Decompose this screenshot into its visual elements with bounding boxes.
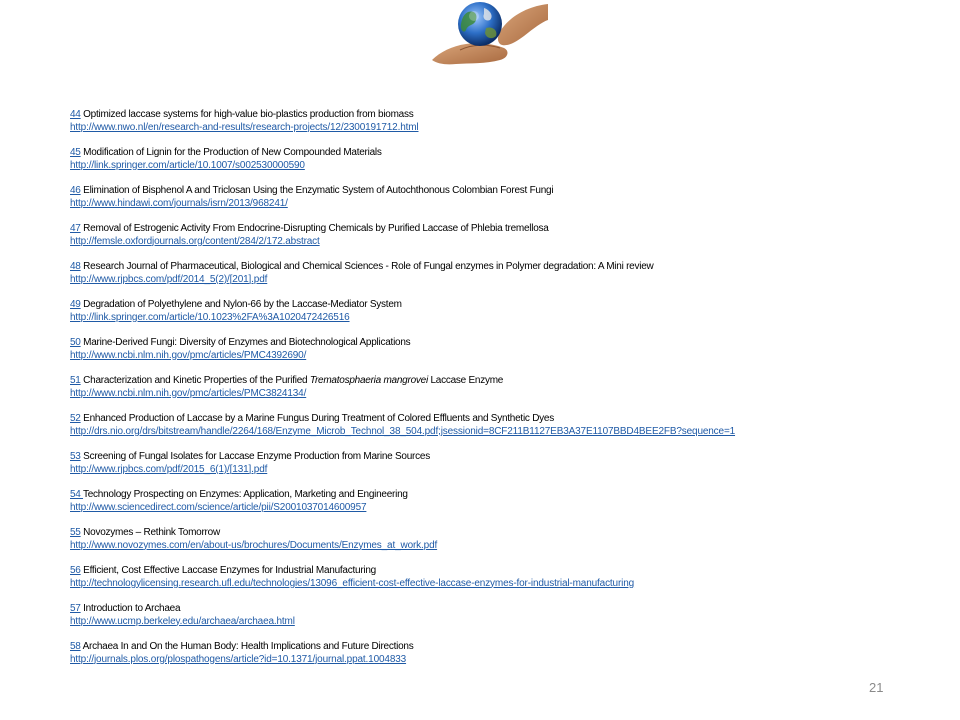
reference-number-link[interactable]: 58 bbox=[70, 641, 81, 652]
reference-item bbox=[70, 527, 930, 552]
reference-title: Degradation of Polyethylene and Nylon-66 by the Laccase-Mediator System bbox=[83, 299, 402, 310]
reference-item bbox=[70, 223, 930, 248]
reference-list bbox=[70, 109, 930, 679]
reference-heading bbox=[70, 109, 930, 122]
reference-title: Characterization and Kinetic Properties of the Purified bbox=[83, 375, 310, 386]
reference-title: Elimination of Bisphenol A and Triclosan Using the Enzymatic System of Autochthonous Colombian Forest Fungi bbox=[83, 185, 554, 196]
reference-heading bbox=[70, 603, 930, 616]
reference-title-species: Trematosphaeria mangrovei bbox=[309, 375, 428, 386]
reference-url-link[interactable]: http://www.nwo.nl/en/research-and-results/research-projects/12/2300191712.html bbox=[70, 121, 419, 133]
reference-url-link[interactable]: http://www.hindawi.com/journals/isrn/2013/968241/ bbox=[70, 197, 288, 209]
reference-title: Optimized laccase systems for high-value bio-plastics production from biomass bbox=[83, 109, 414, 120]
reference-number-link[interactable]: 45 bbox=[70, 147, 81, 158]
reference-url-link[interactable]: http://journals.plos.org/plospathogens/article?id=10.1371/journal.ppat.1004833 bbox=[70, 653, 407, 665]
reference-number-link[interactable]: 55 bbox=[70, 527, 81, 538]
reference-item bbox=[70, 451, 930, 476]
hands-holding-globe-icon bbox=[430, 0, 548, 66]
reference-title-end: Laccase Enzyme bbox=[427, 375, 504, 386]
reference-heading bbox=[70, 565, 930, 578]
reference-heading bbox=[70, 147, 930, 160]
reference-url-link[interactable]: http://www.novozymes.com/en/about-us/brochures/Documents/Enzymes_at_work.pdf bbox=[70, 539, 438, 551]
reference-title: Technology Prospecting on Enzymes: Application, Marketing and Engineering bbox=[82, 489, 408, 500]
reference-heading bbox=[70, 641, 930, 654]
reference-number-link[interactable]: 57 bbox=[70, 603, 81, 614]
reference-url-link[interactable]: http://www.sciencedirect.com/science/article/pii/S2001037014600957 bbox=[70, 501, 367, 513]
reference-heading bbox=[70, 375, 930, 388]
reference-number-link[interactable]: 50 bbox=[70, 337, 81, 348]
reference-url-link[interactable]: http://www.rjpbcs.com/pdf/2014_5(2)/[201].pdf bbox=[70, 273, 268, 285]
reference-title: Enhanced Production of Laccase by a Marine Fungus During Treatment of Colored Effluents and Synthetic Dyes bbox=[83, 413, 554, 424]
reference-title: Introduction to Archaea bbox=[83, 603, 181, 614]
reference-item bbox=[70, 565, 930, 590]
reference-item bbox=[70, 109, 930, 134]
reference-heading bbox=[70, 185, 930, 198]
reference-number-link[interactable]: 49 bbox=[70, 299, 81, 310]
reference-number-link[interactable]: 46 bbox=[70, 185, 81, 196]
reference-url-link[interactable]: http://link.springer.com/article/10.1007/s002530000590 bbox=[70, 159, 305, 171]
reference-heading bbox=[70, 337, 930, 350]
reference-number-link[interactable]: 47 bbox=[70, 223, 81, 234]
reference-item bbox=[70, 299, 930, 324]
reference-heading bbox=[70, 451, 930, 464]
reference-url-link[interactable]: http://link.springer.com/article/10.1023%2FA%3A1020472426516 bbox=[70, 311, 350, 323]
reference-number-link[interactable]: 51 bbox=[70, 375, 81, 386]
reference-number-link[interactable]: 48 bbox=[70, 261, 81, 272]
reference-heading bbox=[70, 489, 930, 502]
reference-title: Screening of Fungal Isolates for Laccase Enzyme Production from Marine Sources bbox=[83, 451, 430, 462]
reference-heading bbox=[70, 299, 930, 312]
reference-number-link[interactable]: 44 bbox=[70, 109, 81, 120]
reference-item bbox=[70, 489, 930, 514]
reference-url-link[interactable]: http://www.rjpbcs.com/pdf/2015_6(1)/[131].pdf bbox=[70, 463, 268, 475]
reference-heading bbox=[70, 261, 930, 274]
reference-item bbox=[70, 337, 930, 362]
reference-title: Research Journal of Pharmaceutical, Biological and Chemical Sciences - Role of Fungal enzymes in Polymer degradation: A Mini review bbox=[83, 261, 654, 272]
reference-number-link[interactable]: 53 bbox=[70, 451, 81, 462]
reference-title: Modification of Lignin for the Production of New Compounded Materials bbox=[83, 147, 382, 158]
reference-url-link[interactable]: http://www.ucmp.berkeley.edu/archaea/archaea.html bbox=[70, 615, 295, 627]
reference-item bbox=[70, 641, 930, 666]
reference-url-link[interactable]: http://drs.nio.org/drs/bitstream/handle/2264/168/Enzyme_Microb_Technol_38_504.pdf;jsessionid=8CF211B1127EB3A37E1107BBD4BEE2FB?sequence=1 bbox=[70, 425, 736, 437]
reference-title: Novozymes – Rethink Tomorrow bbox=[83, 527, 220, 538]
reference-url-link[interactable]: http://www.ncbi.nlm.nih.gov/pmc/articles/PMC3824134/ bbox=[70, 387, 307, 399]
reference-item bbox=[70, 413, 930, 438]
reference-title: Marine-Derived Fungi: Diversity of Enzymes and Biotechnological Applications bbox=[83, 337, 411, 348]
reference-number-link[interactable]: 56 bbox=[70, 565, 81, 576]
reference-heading bbox=[70, 413, 930, 426]
reference-item bbox=[70, 261, 930, 286]
reference-url-link[interactable]: http://www.ncbi.nlm.nih.gov/pmc/articles/PMC4392690/ bbox=[70, 349, 307, 361]
reference-item bbox=[70, 375, 930, 400]
reference-title: Efficient, Cost Effective Laccase Enzymes for Industrial Manufacturing bbox=[83, 565, 376, 576]
reference-heading bbox=[70, 527, 930, 540]
reference-item bbox=[70, 147, 930, 172]
reference-url-link[interactable]: http://technologylicensing.research.ufl.edu/technologies/13096_efficient-cost-effective-laccase-enzymes-for-industrial-manufacturing bbox=[70, 577, 635, 589]
reference-number-link[interactable]: 52 bbox=[70, 413, 81, 424]
reference-item bbox=[70, 185, 930, 210]
reference-title: Archaea In and On the Human Body: Health Implications and Future Directions bbox=[82, 641, 414, 652]
reference-item bbox=[70, 603, 930, 628]
reference-number-link[interactable]: 54 bbox=[70, 489, 83, 500]
reference-title: Removal of Estrogenic Activity From Endocrine-Disrupting Chemicals by Purified Laccase of Phlebia tremellosa bbox=[83, 223, 549, 234]
reference-url-link[interactable]: http://femsle.oxfordjournals.org/content/284/2/172.abstract bbox=[70, 235, 320, 247]
page-number: 21 bbox=[869, 680, 884, 695]
reference-heading bbox=[70, 223, 930, 236]
